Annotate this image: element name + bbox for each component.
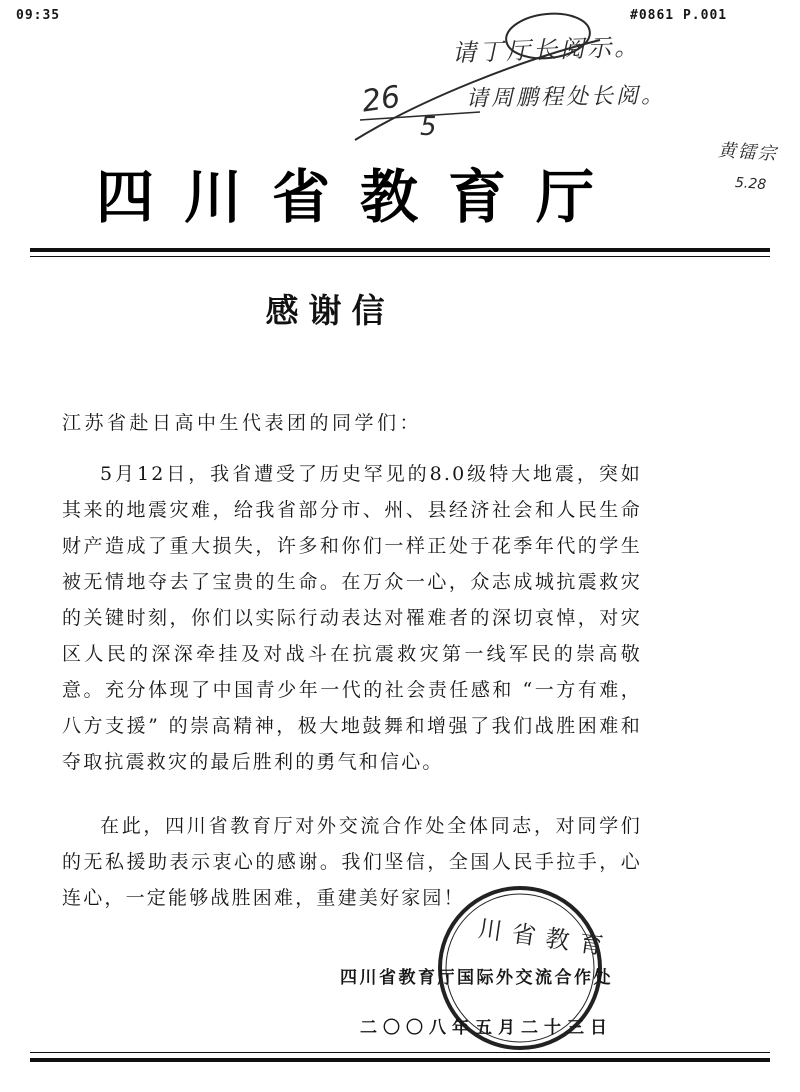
salutation: 江苏省赴日高中生代表团的同学们： xyxy=(62,412,423,434)
body-paragraph-1: 5月12日，我省遭受了历史罕见的8.0级特大地震，突如其来的地震灾难，给我省部分市、州、县经济社会和人民生命财产造成了重大损失，许多和你们一样正处于花季年代的学生被无情地夺去了宝贵的生命。在万众一心，众志成城抗震救灾的关键时刻，你们以实际行动表达对罹难者的深切哀悼，对灾区人民的深深牵挂及对战斗在抗震救灾第一线军民的崇高敬意。充分体现了中国青少年一代的社会责任感和 “一方有难，八方支援” 的崇高精神，极大地鼓舞和增强了我们战胜困难和夺取抗震救灾的最后胜利的勇气和信心。 xyxy=(62,463,642,773)
handwritten-date: 5.28 xyxy=(734,174,767,194)
handwritten-number-26: 26 xyxy=(359,79,403,120)
handwritten-note-2: 请周鹏程处长阅。 xyxy=(465,83,667,112)
body-paragraph-2: 在此，四川省教育厅对外交流合作处全体同志，对同学们的无私援助表示衷心的感谢。我们坚信，全国人民手拉手，心连心，一定能够战胜困难，重建美好家园！ xyxy=(62,815,642,909)
fax-page-ref: #0861 P.001 xyxy=(630,8,728,23)
handwritten-initials: 黄镭宗 xyxy=(717,139,779,166)
handwritten-underline-stroke xyxy=(360,112,480,120)
footer-rule-thick xyxy=(30,1058,770,1062)
signature-date: 二〇〇八年五月二十三日 xyxy=(360,1018,613,1038)
handwritten-note-1: 请丁厅长阅示。 xyxy=(451,32,642,68)
header-rule-thick xyxy=(30,248,770,252)
letterhead-title: 四川省教育厅 xyxy=(95,163,624,231)
signature-organization: 四川省教育厅国际外交流合作处 xyxy=(340,968,613,988)
fax-time: 09:35 xyxy=(16,8,61,23)
handwritten-number-5: 5 xyxy=(420,112,437,142)
header-rule-thin xyxy=(30,256,770,257)
letter-title: 感谢信 xyxy=(265,291,395,330)
official-stamp-text: 川省教育 xyxy=(476,914,615,962)
footer-rule-thin xyxy=(30,1052,770,1053)
